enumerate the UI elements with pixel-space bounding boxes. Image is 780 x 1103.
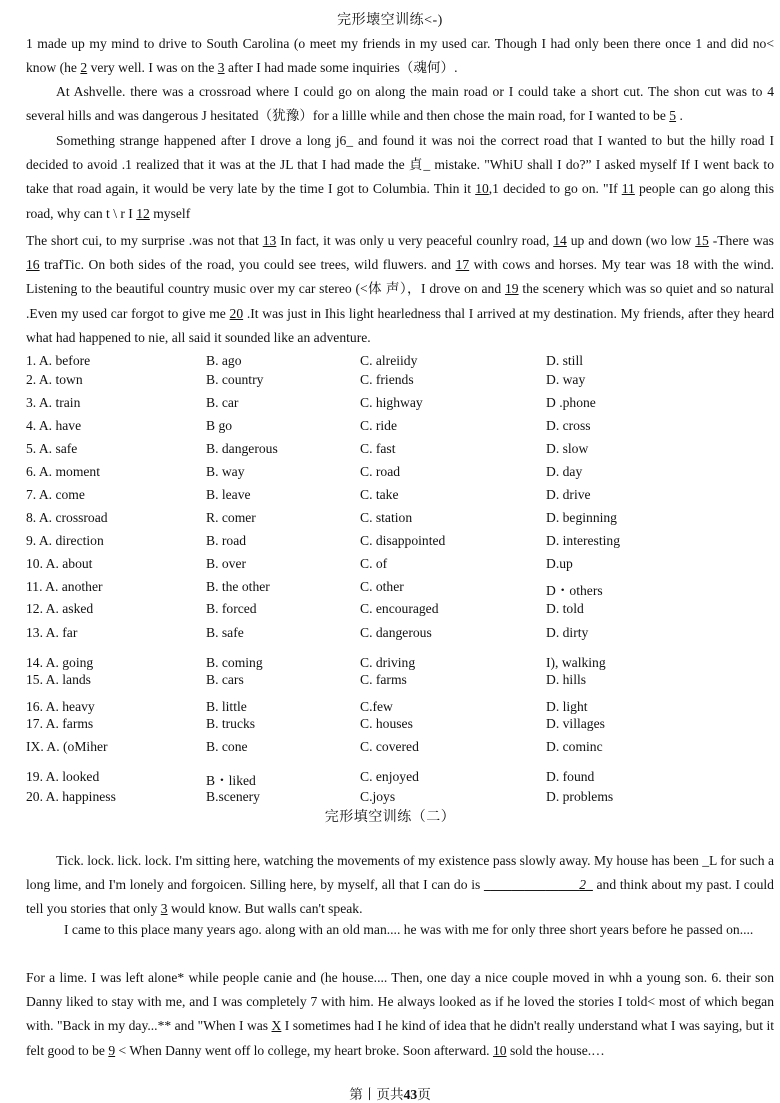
option-d[interactable]: D. beginning: [546, 510, 617, 525]
option-c[interactable]: C. covered: [360, 739, 419, 754]
passage1-paragraph-1: 1 made up my mind to drive to South Carolina (o meet my friends in my used car. Though I had only been there once 1 and did no< know (he 2 very well. I was on the 3 after I had made some inquiries（魂何）.: [26, 36, 774, 76]
option-row-9: [26, 533, 774, 553]
option-b[interactable]: B. safe: [206, 625, 244, 640]
option-a[interactable]: 19. A. looked: [26, 769, 100, 784]
option-a[interactable]: 10. A. about: [26, 556, 93, 571]
option-c[interactable]: C. farms: [360, 672, 407, 687]
option-row-8: [26, 510, 774, 530]
option-a[interactable]: 6. A. moment: [26, 464, 101, 479]
option-a[interactable]: 7. A. come: [26, 487, 85, 502]
option-c[interactable]: C. highway: [360, 395, 423, 410]
option-row-4: [26, 418, 774, 438]
blank-10[interactable]: 10: [475, 181, 489, 197]
option-c[interactable]: C. fast: [360, 441, 396, 456]
option-a[interactable]: 2. A. town: [26, 372, 83, 387]
option-c[interactable]: C. of: [360, 556, 388, 571]
option-a[interactable]: 5. A. safe: [26, 441, 78, 456]
option-row-12: [26, 601, 774, 621]
option-a[interactable]: 1. A. before: [26, 353, 91, 368]
option-b[interactable]: B. forced: [206, 601, 257, 616]
option-c[interactable]: C. friends: [360, 372, 414, 387]
option-d[interactable]: D. drive: [546, 487, 591, 502]
option-row-1: [26, 353, 774, 373]
answer-line[interactable]: ______________: [484, 877, 580, 893]
blank-2[interactable]: 2: [80, 60, 88, 76]
blank-9[interactable]: 9: [108, 1042, 116, 1058]
option-d[interactable]: I), walking: [546, 655, 606, 670]
passage1-paragraph-4: The short cui, to my surprise .was not that 13 In fact, it was only u very peaceful counlry road, 14 up and down (wo low 15 -There was 16 trafTic. On both sides of the road, you could see trees, wild fluwers. and 17 with cows and horses. My tear was 18 with the wind. Listening to the beautiful country music over my car stereo (<体 声），I drove on and 19 the scenery which was so quiet and so natural .Even my used car forgot to give me 20 .It was just in Ihis light hearledness thal I arrived at my destination. My friends, after they heard what had happened to nie, all said it sounded like an adventure.: [26, 233, 774, 345]
blank-15[interactable]: 15: [695, 233, 709, 248]
blank-5[interactable]: 5: [669, 108, 677, 124]
page-footer: 第丨页共43页: [349, 1087, 431, 1102]
option-b[interactable]: B. over: [206, 556, 247, 571]
blank-8[interactable]: X: [271, 1018, 282, 1034]
option-b[interactable]: B. way: [206, 464, 245, 479]
option-d[interactable]: D. way: [546, 372, 586, 387]
option-row-11: [26, 579, 774, 599]
option-c[interactable]: C. road: [360, 464, 401, 479]
option-row-18: [26, 739, 774, 759]
option-row-15: [26, 672, 774, 692]
blank-13[interactable]: 13: [262, 233, 277, 248]
option-row-2: [26, 372, 774, 392]
option-b[interactable]: B. road: [206, 533, 247, 548]
option-c[interactable]: C. station: [360, 510, 413, 525]
option-d[interactable]: D. still: [546, 353, 584, 368]
option-d[interactable]: D. found: [546, 769, 595, 784]
blank-3[interactable]: 3: [217, 60, 225, 76]
blank-3[interactable]: 3: [160, 901, 168, 917]
option-a[interactable]: 15. A. lands: [26, 672, 91, 687]
option-c[interactable]: C. disappointed: [360, 533, 446, 548]
option-row-13: [26, 625, 774, 645]
passage2-paragraph-1: Tick. lock. lick. lock. I'm sitting here, watching the movements of my existence pass slowly away. My house has been _L for such a long lime, and I'm lonely and forgoicen. Silling here, by myself, all that I can do is ______________2_ and think about my past. I could tell you stories that only 3 would know. But walls can't speak.: [26, 853, 774, 917]
option-b[interactable]: R. comer: [206, 510, 256, 525]
option-b[interactable]: B. cars: [206, 672, 244, 687]
option-a[interactable]: 8. A. crossroad: [26, 510, 108, 525]
section1-title: 完形壊空训练<-): [337, 13, 443, 28]
blank-11[interactable]: 11: [621, 181, 635, 197]
option-c[interactable]: C. dangerous: [360, 625, 432, 640]
option-b[interactable]: B・liked: [206, 773, 256, 788]
option-b[interactable]: B. ago: [206, 353, 242, 368]
option-b[interactable]: B. the other: [206, 579, 270, 594]
option-b[interactable]: B.scenery: [206, 789, 260, 804]
blank-20[interactable]: 20: [229, 305, 244, 321]
option-d[interactable]: D. cominc: [546, 739, 603, 754]
option-d[interactable]: D. day: [546, 464, 583, 479]
option-b[interactable]: B. cone: [206, 739, 248, 754]
blank-16[interactable]: 16: [26, 257, 40, 273]
option-row-17: [26, 716, 774, 736]
option-d[interactable]: D. villages: [546, 716, 605, 731]
option-d[interactable]: D. cross: [546, 418, 591, 433]
blank-19[interactable]: 19: [504, 281, 519, 297]
option-c[interactable]: C. enjoyed: [360, 769, 419, 784]
option-d[interactable]: D. problems: [546, 789, 614, 804]
option-a[interactable]: IX. A. (oMiher: [26, 739, 108, 754]
option-a[interactable]: 13. A. far: [26, 625, 78, 640]
option-c[interactable]: C.joys: [360, 789, 396, 804]
option-d[interactable]: D・others: [546, 583, 603, 598]
option-d[interactable]: D. light: [546, 699, 588, 714]
option-b[interactable]: B go: [206, 418, 233, 433]
blank-14[interactable]: 14: [553, 233, 567, 248]
option-b[interactable]: B. car: [206, 395, 239, 410]
passage1-paragraph-3: Something strange happened after I drove a long j6_ and found it was noi the correct road that I wanted to but the hilly road I decided to avoid .1 realized that it was at the JL that I had made the 貞_ mistake. "WhiU shall I do?” I asked myself If I went back to take that road again, it would be very late by the time I got to Columbia. Thin it 10,1 decided to go on. "If 11 people can go along this road, why can t \ r I 12 myself: [26, 133, 774, 221]
option-row-3: [26, 395, 774, 415]
option-c[interactable]: C. other: [360, 579, 404, 594]
option-a[interactable]: 12. A. asked: [26, 601, 94, 616]
total-pages: 43: [403, 1087, 418, 1102]
option-d[interactable]: D.up: [546, 556, 573, 571]
option-c[interactable]: C. driving: [360, 655, 416, 670]
passage2-paragraph-2: I came to this place many years ago. along with an old man.... he was with me for only three short years before he passed on....: [64, 922, 754, 937]
option-c[interactable]: C. houses: [360, 716, 413, 731]
option-d[interactable]: D. dirty: [546, 625, 589, 640]
option-row-5: [26, 441, 774, 461]
option-a[interactable]: 9. A. direction: [26, 533, 104, 548]
option-a[interactable]: 11. A. another: [26, 579, 103, 594]
option-b[interactable]: B. leave: [206, 487, 251, 502]
passage2-paragraph-3: For a lime. I was left alone* while people canie and (he house.... Then, one day a nice couple moved in whh a young son. 6. their son Danny liked to stay with me, and I was completely 7 with him. He always looked as if he loved the stories I told< most of which began with. "Back in my day...** and "When I was X I sometimes had I he kind of idea that he didn't really understand what I was saying, but it felt good to be 9 < When Danny went off lo college, my heart broke. Soon afterward. 10 sold the house.…: [26, 970, 774, 1058]
option-c[interactable]: C. encouraged: [360, 601, 439, 616]
option-b[interactable]: B. trucks: [206, 716, 256, 731]
option-a[interactable]: 16. A. heavy: [26, 699, 95, 714]
option-b[interactable]: B. dangerous: [206, 441, 278, 456]
option-a[interactable]: 20. A. happiness: [26, 789, 116, 804]
option-a[interactable]: 14. A. going: [26, 655, 94, 670]
option-a[interactable]: 17. A. farms: [26, 716, 94, 731]
option-row-6: [26, 464, 774, 484]
option-d[interactable]: D .phone: [546, 395, 596, 410]
option-c[interactable]: C. alreiidy: [360, 353, 418, 368]
option-c[interactable]: C. take: [360, 487, 399, 502]
option-row-7: [26, 487, 774, 507]
option-c[interactable]: C.few: [360, 699, 393, 714]
option-b[interactable]: B. country: [206, 372, 264, 387]
option-d[interactable]: D. interesting: [546, 533, 620, 548]
option-row-10: [26, 556, 774, 576]
option-a[interactable]: 3. A. train: [26, 395, 81, 410]
blank-10[interactable]: 10: [492, 1042, 507, 1058]
option-c[interactable]: C. ride: [360, 418, 397, 433]
option-d[interactable]: D. hills: [546, 672, 587, 687]
option-d[interactable]: D. slow: [546, 441, 589, 456]
blank-17[interactable]: 17: [455, 257, 470, 273]
option-d[interactable]: D. told: [546, 601, 584, 616]
section2-title: 完形填空训练（二）: [324, 810, 456, 825]
option-b[interactable]: B. coming: [206, 655, 263, 670]
passage1-paragraph-2: At Ashvelle. there was a crossroad where I could go on along the main road or I could take a short cut. The shon cut was to 4 several hills and was dangerous J hesitated（犹豫）for a lillle while and then chose the main road, for I wanted to be 5 .: [26, 84, 774, 124]
option-b[interactable]: B. little: [206, 699, 247, 714]
blank-2[interactable]: 2_: [579, 877, 593, 893]
option-row-19: [26, 769, 774, 789]
option-a[interactable]: 4. A. have: [26, 418, 82, 433]
blank-12[interactable]: 12: [136, 205, 150, 221]
